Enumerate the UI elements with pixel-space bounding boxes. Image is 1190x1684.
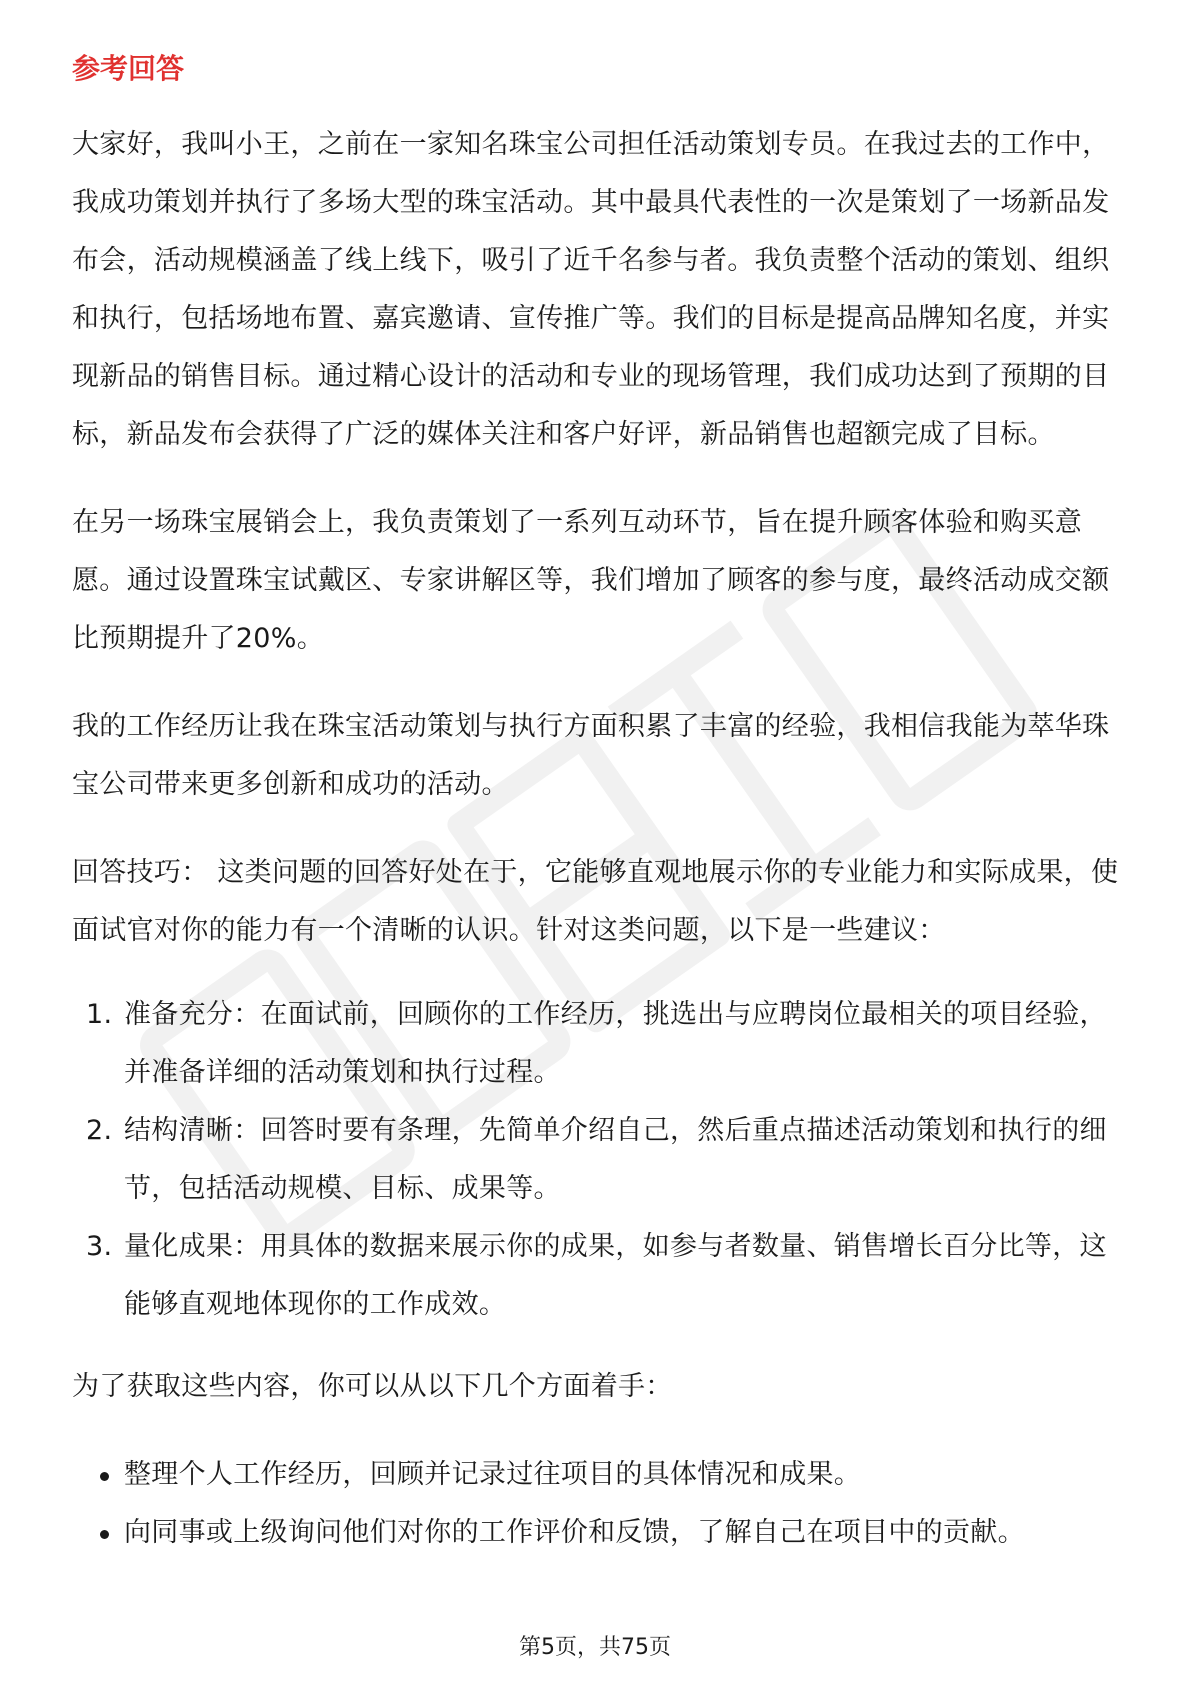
list-number: 1. bbox=[86, 999, 113, 1030]
list-item-text: 结构清晰：回答时要有条理，先简单介绍自己，然后重点描述活动策划和执行的细节，包括活动规模、目标、成果等。 bbox=[124, 1115, 1107, 1204]
list-number: 2. bbox=[86, 1115, 113, 1146]
answer-paragraph-1: 大家好，我叫小王，之前在一家知名珠宝公司担任活动策划专员。在我过去的工作中，我成功策划并执行了多场大型的珠宝活动。其中最具代表性的一次是策划了一场新品发布会，活动规模涵盖了线上线下，吸引了近千名参与者。我负责整个活动的策划、组织和执行，包括场地布置、嘉宾邀请、宣传推广等。我们的目标是提高品牌知名度，并实现新品的销售目标。通过精心设计的活动和专业的现场管理，我们成功达到了预期的目标，新品发布会获得了广泛的媒体关注和客户好评，新品销售也超额完成了目标。 bbox=[72, 129, 1110, 450]
list-number: 3. bbox=[86, 1231, 113, 1262]
list-item-text: 整理个人工作经历，回顾并记录过往项目的具体情况和成果。 bbox=[124, 1459, 862, 1490]
answer-paragraph-4: 为了获取这些内容，你可以从以下几个方面着手： bbox=[72, 1371, 673, 1402]
list-item-text: 量化成果：用具体的数据来展示你的成果，如参与者数量、销售增长百分比等，这能够直观地体现你的工作成效。 bbox=[124, 1231, 1107, 1320]
bullet-icon bbox=[100, 1472, 109, 1481]
tips-list-item bbox=[72, 1102, 1122, 1218]
bullet-icon bbox=[100, 1530, 109, 1539]
tips-list bbox=[72, 986, 1122, 1334]
content-area bbox=[72, 44, 1122, 1562]
answer-paragraph-2: 在另一场珠宝展销会上，我负责策划了一系列互动环节，旨在提升顾客体验和购买意愿。通过设置珠宝试戴区、专家讲解区等，我们增加了顾客的参与度，最终活动成交额比预期提升了20%。 bbox=[72, 507, 1110, 654]
bullet-list bbox=[72, 1446, 1122, 1562]
list-item-text: 向同事或上级询问他们对你的工作评价和反馈，了解自己在项目中的贡献。 bbox=[124, 1517, 1025, 1548]
tips-list-item bbox=[72, 1218, 1122, 1334]
page-number-footer: 第5页，共75页 bbox=[519, 1635, 671, 1660]
bullet-list-item bbox=[72, 1504, 1122, 1562]
list-item-text: 准备充分：在面试前，回顾你的工作经历，挑选出与应聘岗位最相关的项目经验，并准备详细的活动策划和执行过程。 bbox=[124, 999, 1107, 1088]
tips-list-item bbox=[72, 986, 1122, 1102]
section-heading: 参考回答 bbox=[72, 52, 185, 85]
answer-tip-paragraph: 回答技巧： 这类问题的回答好处在于，它能够直观地展示你的专业能力和实际成果，使面试官对你的能力有一个清晰的认识。针对这类问题，以下是一些建议： bbox=[72, 857, 1119, 946]
bullet-list-item bbox=[72, 1446, 1122, 1504]
answer-paragraph-3: 我的工作经历让我在珠宝活动策划与执行方面积累了丰富的经验，我相信我能为萃华珠宝公司带来更多创新和成功的活动。 bbox=[72, 711, 1110, 800]
